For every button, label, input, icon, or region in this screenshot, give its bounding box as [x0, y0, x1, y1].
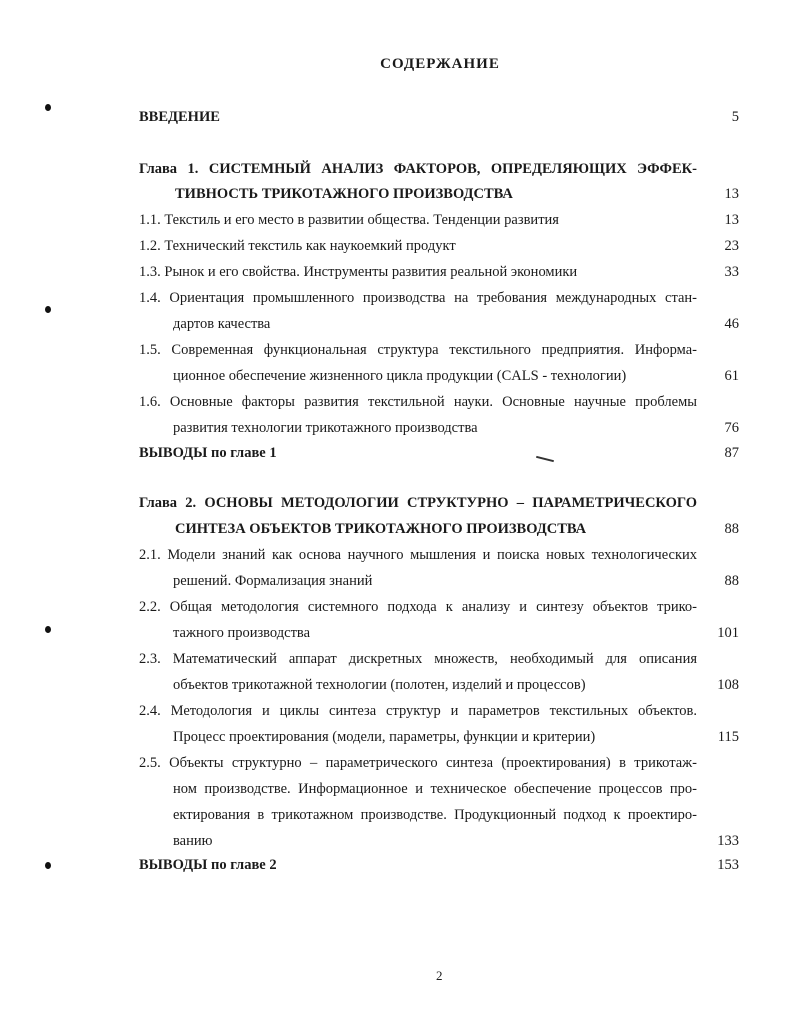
toc-page-number: 61 [724, 368, 739, 384]
toc-section-text: ектирования в трикотажном производстве. Продукционный подход к проектиро- [173, 807, 697, 823]
chapter-heading-line: Глава 2. ОСНОВЫ МЕТОДОЛОГИИ СТРУКТУРНО – ПАРАМЕТРИЧЕСКОГО [139, 495, 697, 511]
punch-hole-mark [45, 626, 51, 633]
toc-page-number: 46 [724, 316, 739, 332]
punch-hole-mark [45, 306, 51, 313]
toc-page-number: 108 [717, 677, 739, 693]
toc-section-text: 2.1. Модели знаний как основа научного мышления и поиска новых технологических [139, 547, 697, 563]
toc-page-number: 13 [724, 186, 739, 202]
chapter-heading-line: ТИВНОСТЬ ТРИКОТАЖНОГО ПРОИЗВОДСТВА [175, 186, 513, 202]
pen-stroke-mark [536, 456, 554, 462]
toc-page-number: 13 [724, 212, 739, 228]
toc-entry-label: ВЫВОДЫ по главе 1 [139, 445, 277, 461]
toc-section-text: 2.3. Математический аппарат дискретных множеств, необходимый для описания [139, 651, 697, 667]
toc-section-text: развития технологии трикотажного производства [173, 420, 478, 436]
toc-section-text: 1.2. Технический текстиль как наукоемкий продукт [139, 238, 456, 254]
page-title: СОДЕРЖАНИЕ [380, 56, 500, 72]
punch-hole-mark [45, 862, 51, 869]
toc-page-number: 87 [724, 445, 739, 461]
toc-entry-label: ВВЕДЕНИЕ [139, 109, 220, 125]
toc-page-number: 5 [731, 109, 739, 125]
toc-page-number: 88 [724, 521, 739, 537]
page-number: 2 [436, 968, 443, 983]
toc-page-number: 88 [724, 573, 739, 589]
toc-section-text: дартов качества [173, 316, 271, 332]
chapter-heading-line: Глава 1. СИСТЕМНЫЙ АНАЛИЗ ФАКТОРОВ, ОПРЕДЕЛЯЮЩИХ ЭФФЕК- [139, 161, 697, 177]
toc-section-text: 2.5. Объекты структурно – параметрического синтеза (проектирования) в трикотаж- [139, 755, 697, 771]
toc-section-text: 1.5. Современная функциональная структура текстильного предприятия. Информа- [139, 342, 697, 358]
toc-page-number: 133 [717, 833, 739, 849]
toc-section-text: ванию [173, 833, 213, 849]
toc-section-text: 2.2. Общая методология системного подхода к анализу и синтезу объектов трико- [139, 599, 697, 615]
toc-section-text: Процесс проектирования (модели, параметры, функции и критерии) [173, 729, 596, 745]
toc-section-text: решений. Формализация знаний [173, 573, 373, 589]
chapter-heading-line: СИНТЕЗА ОБЪЕКТОВ ТРИКОТАЖНОГО ПРОИЗВОДСТВА [175, 521, 587, 537]
toc-page-number: 33 [724, 264, 739, 280]
toc-page-number: 153 [717, 857, 739, 873]
punch-hole-mark [45, 104, 51, 111]
toc-section-text: 1.1. Текстиль и его место в развитии общества. Тенденции развития [139, 212, 559, 228]
toc-page-number: 23 [724, 238, 739, 254]
toc-page-number: 101 [717, 625, 739, 641]
toc-entry-label: ВЫВОДЫ по главе 2 [139, 857, 277, 873]
toc-section-text: тажного производства [173, 625, 311, 641]
toc-section-text: 1.3. Рынок и его свойства. Инструменты развития реальной экономики [139, 264, 578, 280]
toc-section-text: объектов трикотажной технологии (полотен, изделий и процессов) [173, 677, 586, 693]
toc-section-text: 1.6. Основные факторы развития текстильной науки. Основные научные проблемы [139, 394, 697, 410]
toc-section-text: 2.4. Методология и циклы синтеза структур и параметров текстильных объектов. [139, 703, 697, 719]
toc-page-number: 76 [724, 420, 739, 436]
toc-section-text: ном производстве. Информационное и техническое обеспечение процессов про- [173, 781, 697, 797]
toc-section-text: 1.4. Ориентация промышленного производства на требования международных стан- [139, 290, 697, 306]
toc-page-number: 115 [717, 729, 739, 745]
toc-section-text: ционное обеспечение жизненного цикла продукции (CALS - технологии) [173, 368, 627, 384]
